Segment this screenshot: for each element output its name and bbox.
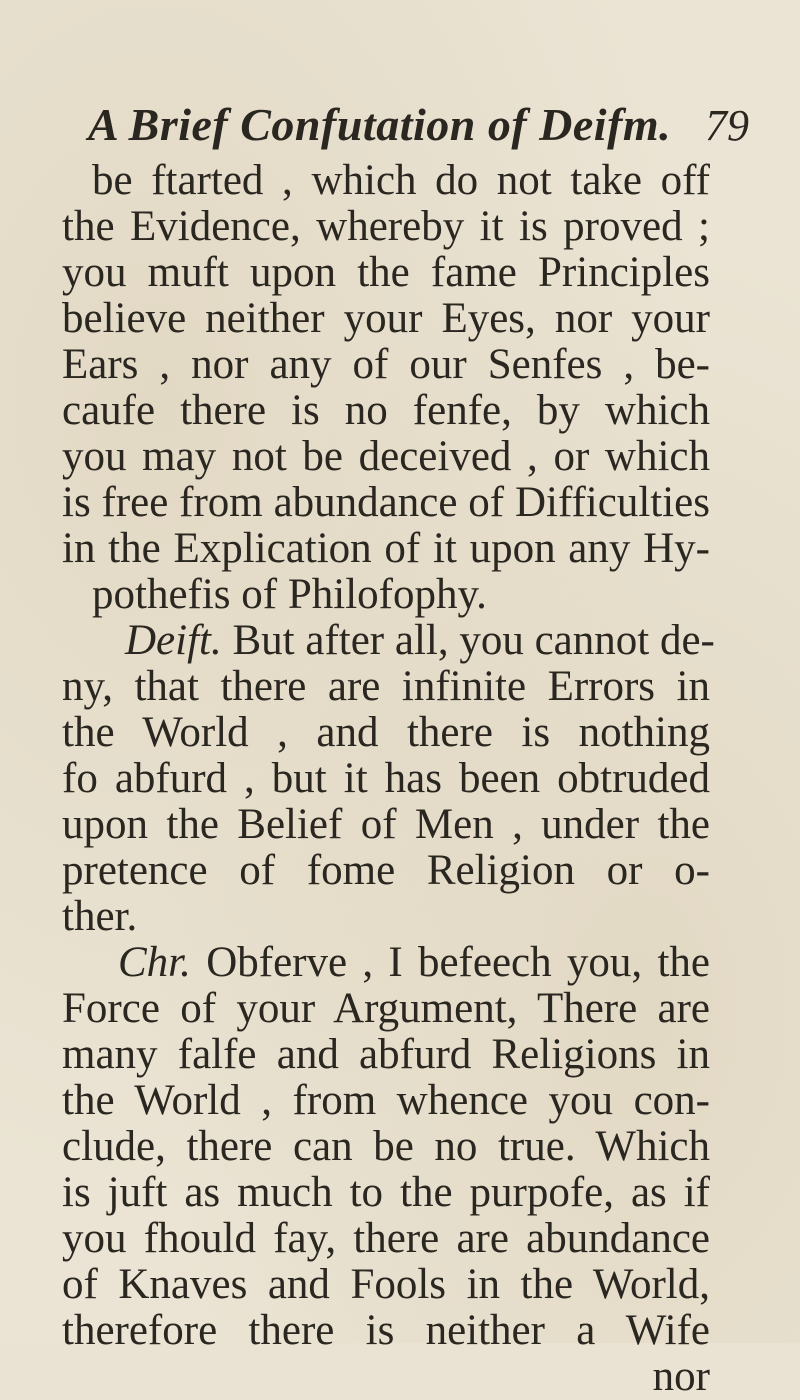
text-line: in the Explication of it upon any Hy-	[62, 525, 710, 572]
text-line: you fhould fay, there are abundance	[62, 1215, 710, 1262]
text-line: many falfe and abfurd Religions in	[62, 1031, 710, 1078]
text-line: you muft upon the fame Principles	[62, 249, 710, 296]
text-line: ny, that there are infinite Errors in	[62, 663, 710, 710]
text-line: clude, there can be no true. Which	[62, 1123, 710, 1170]
catchword: nor	[652, 1353, 710, 1400]
text-line: upon the Belief of Men , under the	[62, 801, 710, 848]
text-line: caufe there is no fenfe, by which	[62, 387, 710, 434]
text-line-speaker-chr: Chr. Obferve , I befeech you, the	[118, 939, 710, 986]
text-line: believe neither your Eyes, nor your	[62, 295, 710, 342]
text-line: therefore there is neither a Wife	[62, 1307, 710, 1354]
text-line: fo abfurd , but it has been obtruded	[62, 755, 710, 802]
text-line: is free from abundance of Difficulties	[62, 479, 710, 526]
text-line: of Knaves and Fools in the World,	[62, 1261, 710, 1308]
speaker-label: Deift.	[125, 617, 222, 664]
text-line: be ftarted , which do not take off	[92, 157, 710, 204]
text-line: pretence of fome Religion or o-	[62, 847, 710, 894]
text-line: pothefis of Philofophy.	[92, 571, 487, 618]
page-number: 79	[705, 101, 749, 150]
text-line-speaker-deist: Deift. But after all, you cannot de-	[125, 617, 715, 664]
text-line: the Evidence, whereby it is proved ;	[62, 203, 710, 250]
text-line: ther.	[62, 893, 138, 940]
text-line: Ears , nor any of our Senfes , be-	[62, 341, 710, 388]
text-line: the World , from whence you con-	[62, 1077, 710, 1124]
text-line: Force of your Argument, There are	[62, 985, 710, 1032]
text-line: is juft as much to the purpofe, as if	[62, 1169, 710, 1216]
text-line: you may not be deceived , or which	[62, 433, 710, 480]
speaker-label: Chr.	[118, 939, 191, 986]
text-line: the World , and there is nothing	[62, 709, 710, 756]
running-head: A Brief Confutation of Deifm.	[88, 99, 672, 150]
